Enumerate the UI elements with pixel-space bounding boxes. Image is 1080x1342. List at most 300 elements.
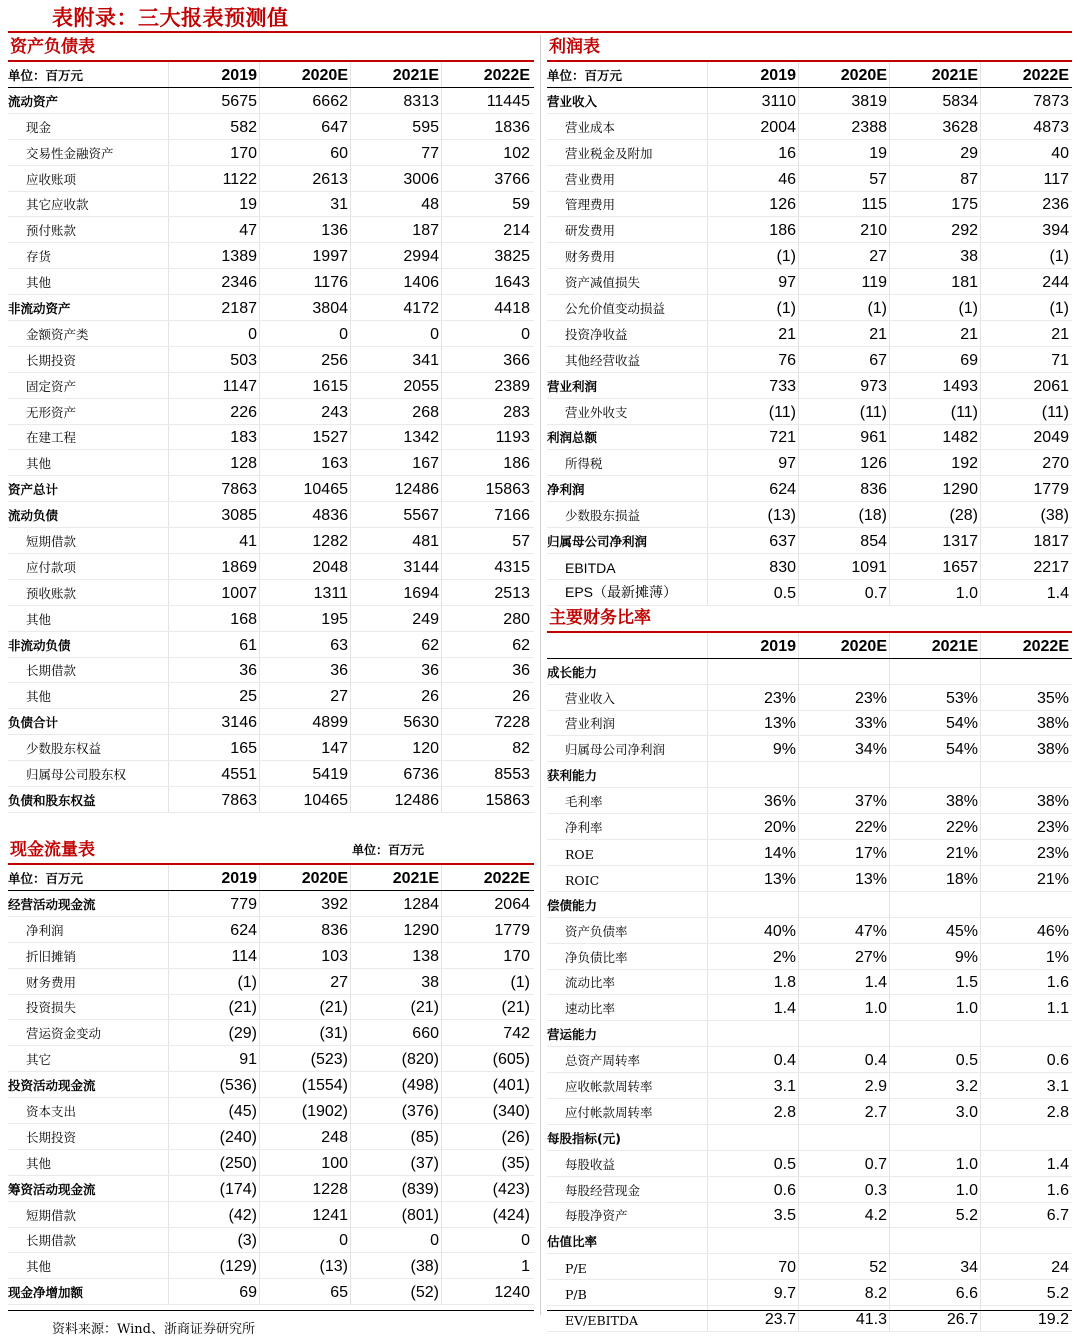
value-cell: (1902)	[259, 1098, 350, 1123]
year-header: 2022E	[980, 62, 1071, 87]
value-cell: 5834	[889, 88, 980, 113]
value-cell: 6.6	[889, 1280, 980, 1305]
table-row	[8, 295, 534, 321]
value-cell: 2389	[441, 373, 532, 398]
value-cell: 21	[889, 321, 980, 346]
value-cell: 77	[350, 140, 441, 165]
value-cell: (1)	[798, 295, 889, 320]
left-panel	[8, 35, 534, 1305]
table-row	[547, 892, 1072, 918]
year-header: 2019	[168, 62, 259, 87]
value-cell: 67	[798, 347, 889, 372]
value-cell: 21%	[980, 866, 1071, 891]
value-cell: 647	[259, 114, 350, 139]
value-cell: 1779	[441, 917, 532, 942]
value-cell: 195	[259, 606, 350, 631]
value-cell: 63	[259, 632, 350, 657]
value-cell: 1007	[168, 580, 259, 605]
value-cell: 13%	[798, 866, 889, 891]
value-cell: (839)	[350, 1176, 441, 1201]
value-cell: 2994	[350, 243, 441, 268]
value-cell: 4551	[168, 761, 259, 786]
value-cell: (31)	[259, 1020, 350, 1045]
value-cell: 82	[441, 735, 532, 760]
value-cell	[980, 659, 1071, 684]
row-label: 长期借款	[26, 1233, 77, 1249]
value-cell: 5630	[350, 709, 441, 734]
table-row	[8, 1098, 534, 1124]
value-cell: (11)	[889, 399, 980, 424]
row-label: 投资损失	[26, 1000, 77, 1016]
table-row	[547, 970, 1072, 996]
value-cell: 1240	[441, 1279, 532, 1304]
value-cell: 243	[259, 399, 350, 424]
table-row	[547, 814, 1072, 840]
value-cell: 0	[168, 321, 259, 346]
table-row	[547, 736, 1072, 762]
table-row	[547, 1151, 1072, 1177]
value-cell: 8313	[350, 88, 441, 113]
value-cell: 1282	[259, 528, 350, 553]
value-cell: 23%	[980, 840, 1071, 865]
row-label: 归属母公司净利润	[547, 534, 648, 550]
row-label: 营业利润	[547, 378, 598, 394]
value-cell: 1228	[259, 1176, 350, 1201]
row-label: 应收账项	[26, 171, 77, 187]
row-label: 流动负债	[8, 508, 59, 524]
value-cell: 100	[259, 1150, 350, 1175]
value-cell: 3804	[259, 295, 350, 320]
value-cell: (21)	[441, 995, 532, 1020]
value-cell: 65	[259, 1279, 350, 1304]
value-cell: 595	[350, 114, 441, 139]
table-row	[547, 711, 1072, 737]
value-cell: 38%	[980, 788, 1071, 813]
row-label: 短期借款	[26, 534, 77, 550]
table-row	[547, 1047, 1072, 1073]
income-statement-title: 利润表	[547, 35, 1072, 62]
value-cell	[707, 1228, 798, 1253]
row-label: 投资净收益	[565, 326, 628, 342]
table-row	[8, 425, 534, 451]
table-row	[547, 659, 1072, 685]
value-cell: 14%	[707, 840, 798, 865]
value-cell: 165	[168, 735, 259, 760]
value-cell: 341	[350, 347, 441, 372]
table-row	[8, 554, 534, 580]
value-cell: (1)	[168, 969, 259, 994]
row-label: 资产减值损失	[565, 275, 641, 291]
value-cell: 5567	[350, 502, 441, 527]
value-cell	[889, 1125, 980, 1150]
table-row	[547, 918, 1072, 944]
value-cell: 115	[798, 192, 889, 217]
table-row	[547, 347, 1072, 373]
value-cell: 1406	[350, 269, 441, 294]
value-cell: 1122	[168, 166, 259, 191]
page-title: 表附录：三大报表预测值	[52, 6, 289, 30]
value-cell: 5.2	[980, 1280, 1071, 1305]
value-cell: 2.8	[980, 1099, 1071, 1124]
value-cell: 175	[889, 192, 980, 217]
value-cell	[798, 1228, 889, 1253]
row-label: 其他	[26, 611, 52, 627]
table-row	[547, 554, 1072, 580]
value-cell: 187	[350, 217, 441, 242]
value-cell: 103	[259, 943, 350, 968]
table-row	[8, 891, 534, 917]
value-cell: 1.8	[707, 970, 798, 995]
value-cell: 1869	[168, 554, 259, 579]
value-cell: 1779	[980, 476, 1071, 501]
value-cell: (3)	[168, 1228, 259, 1253]
value-cell: 6.7	[980, 1203, 1071, 1228]
value-cell: 1284	[350, 891, 441, 916]
value-cell: 167	[350, 450, 441, 475]
value-cell: 53%	[889, 685, 980, 710]
table-row	[8, 399, 534, 425]
balance-sheet-header	[8, 62, 534, 88]
value-cell: 34%	[798, 736, 889, 761]
value-cell: 0.5	[889, 1047, 980, 1072]
value-cell: 23%	[707, 685, 798, 710]
row-label: 营运资金变动	[26, 1026, 102, 1042]
value-cell: 2.7	[798, 1099, 889, 1124]
value-cell: 21	[980, 321, 1071, 346]
value-cell: 1.0	[889, 995, 980, 1020]
row-label: 营业税金及附加	[565, 145, 653, 161]
income-statement-header	[547, 62, 1072, 88]
row-label: 金额资产类	[26, 326, 89, 342]
value-cell: 1493	[889, 373, 980, 398]
table-row	[547, 425, 1072, 451]
value-cell: 1643	[441, 269, 532, 294]
table-row	[8, 269, 534, 295]
value-cell: 87	[889, 166, 980, 191]
row-label: 非流动资产	[8, 301, 71, 317]
table-row	[547, 1125, 1072, 1151]
value-cell: 2055	[350, 373, 441, 398]
left-bottom-rule	[8, 1310, 534, 1311]
table-row	[547, 944, 1072, 970]
value-cell: 38	[350, 969, 441, 994]
value-cell: 7863	[168, 787, 259, 812]
year-header: 2020E	[798, 62, 889, 87]
value-cell: 2.8	[707, 1099, 798, 1124]
value-cell: 624	[707, 476, 798, 501]
value-cell: 25	[168, 683, 259, 708]
row-label: 应付款项	[26, 559, 77, 575]
table-row	[8, 787, 534, 813]
table-row	[547, 476, 1072, 502]
value-cell: 22%	[798, 814, 889, 839]
value-cell: 394	[980, 217, 1071, 242]
table-row	[8, 658, 534, 684]
value-cell: 1.4	[707, 995, 798, 1020]
value-cell: 481	[350, 528, 441, 553]
value-cell: 1836	[441, 114, 532, 139]
value-cell: (523)	[259, 1046, 350, 1071]
value-cell: 16	[707, 140, 798, 165]
value-cell: 226	[168, 399, 259, 424]
value-cell: 33%	[798, 711, 889, 736]
title-rule	[8, 31, 1072, 33]
value-cell: 13%	[707, 866, 798, 891]
value-cell: 62	[350, 632, 441, 657]
value-cell: 91	[168, 1046, 259, 1071]
table-row	[8, 1202, 534, 1228]
row-label: 少数股东损益	[565, 508, 641, 524]
value-cell: 1527	[259, 425, 350, 450]
row-label: 短期借款	[26, 1207, 77, 1223]
value-cell: 0.7	[798, 1151, 889, 1176]
value-cell: 119	[798, 269, 889, 294]
value-cell: 45%	[889, 918, 980, 943]
value-cell: 5419	[259, 761, 350, 786]
table-row	[547, 192, 1072, 218]
value-cell: (45)	[168, 1098, 259, 1123]
row-label: 营业外收支	[565, 404, 628, 420]
row-label: 每股指标(元)	[547, 1130, 621, 1146]
value-cell: 38%	[980, 736, 1071, 761]
value-cell: 1.4	[798, 970, 889, 995]
value-cell: 8553	[441, 761, 532, 786]
value-cell: 1.5	[889, 970, 980, 995]
row-label: 营运能力	[547, 1027, 598, 1043]
year-header: 2022E	[441, 865, 532, 890]
value-cell: 7228	[441, 709, 532, 734]
table-row	[8, 347, 534, 373]
row-label: 投资活动现金流	[8, 1078, 96, 1094]
value-cell	[889, 659, 980, 684]
value-cell: 27%	[798, 944, 889, 969]
value-cell: 2048	[259, 554, 350, 579]
value-cell: 6662	[259, 88, 350, 113]
value-cell	[889, 762, 980, 787]
value-cell: 1193	[441, 425, 532, 450]
value-cell: 0.7	[798, 580, 889, 605]
value-cell	[980, 1125, 1071, 1150]
value-cell: 1317	[889, 528, 980, 553]
value-cell: 1389	[168, 243, 259, 268]
value-cell: 1.4	[980, 580, 1071, 605]
value-cell: (42)	[168, 1202, 259, 1227]
value-cell: (18)	[798, 502, 889, 527]
row-label: 公允价值变动损益	[565, 301, 666, 317]
right-panel	[547, 35, 1072, 1332]
value-cell: 97	[707, 269, 798, 294]
value-cell: 270	[980, 450, 1071, 475]
value-cell: 4836	[259, 502, 350, 527]
table-row	[8, 192, 534, 218]
value-cell: 2613	[259, 166, 350, 191]
value-cell: 126	[707, 192, 798, 217]
value-cell: 1%	[980, 944, 1071, 969]
table-row	[547, 399, 1072, 425]
value-cell: 147	[259, 735, 350, 760]
value-cell: 836	[259, 917, 350, 942]
ratios-header	[547, 633, 1072, 659]
row-label: 总资产周转率	[565, 1053, 641, 1069]
value-cell: 721	[707, 425, 798, 450]
table-row	[547, 295, 1072, 321]
value-cell: 2346	[168, 269, 259, 294]
year-header: 2021E	[350, 62, 441, 87]
value-cell: 26	[441, 683, 532, 708]
value-cell: (21)	[168, 995, 259, 1020]
value-cell: 214	[441, 217, 532, 242]
value-cell	[889, 1228, 980, 1253]
balance-sheet-body	[8, 88, 534, 813]
value-cell: (38)	[350, 1253, 441, 1278]
value-cell: 46	[707, 166, 798, 191]
table-row	[547, 1021, 1072, 1047]
value-cell: 1091	[798, 554, 889, 579]
row-label: 归属母公司净利润	[565, 742, 666, 758]
table-row	[8, 1176, 534, 1202]
value-cell: (129)	[168, 1253, 259, 1278]
table-row	[8, 969, 534, 995]
value-cell: 1.0	[798, 995, 889, 1020]
value-cell: 1.0	[889, 1151, 980, 1176]
value-cell: (13)	[259, 1253, 350, 1278]
value-cell: 19	[168, 192, 259, 217]
row-label: 预收账款	[26, 585, 77, 601]
table-row	[547, 217, 1072, 243]
value-cell: 0.5	[707, 1151, 798, 1176]
value-cell: 779	[168, 891, 259, 916]
cash-flow-header	[8, 865, 534, 891]
value-cell: 280	[441, 606, 532, 631]
value-cell: 1290	[889, 476, 980, 501]
row-label: ROIC	[565, 872, 600, 888]
value-cell: 17%	[798, 840, 889, 865]
value-cell: 54%	[889, 736, 980, 761]
value-cell: 3819	[798, 88, 889, 113]
row-label: 资本支出	[26, 1103, 77, 1119]
value-cell: 2064	[441, 891, 532, 916]
value-cell: (21)	[350, 995, 441, 1020]
value-cell: 36	[350, 658, 441, 683]
value-cell: 7166	[441, 502, 532, 527]
value-cell: 69	[889, 347, 980, 372]
value-cell: 21	[798, 321, 889, 346]
row-label: 营业费用	[565, 171, 616, 187]
value-cell: (52)	[350, 1279, 441, 1304]
value-cell: 210	[798, 217, 889, 242]
value-cell: 12486	[350, 476, 441, 501]
value-cell: 1342	[350, 425, 441, 450]
value-cell: (401)	[441, 1072, 532, 1097]
row-label: 非流动负债	[8, 637, 71, 653]
value-cell: 637	[707, 528, 798, 553]
value-cell: 733	[707, 373, 798, 398]
value-cell: 0	[441, 321, 532, 346]
value-cell: 2513	[441, 580, 532, 605]
year-header: 2022E	[980, 633, 1071, 658]
row-label: 管理费用	[565, 197, 616, 213]
table-row	[547, 762, 1072, 788]
row-label: 所得税	[565, 456, 603, 472]
row-label: 流动资产	[8, 93, 59, 109]
value-cell: 2388	[798, 114, 889, 139]
table-row	[547, 502, 1072, 528]
value-cell: 5675	[168, 88, 259, 113]
value-cell	[889, 892, 980, 917]
value-cell	[980, 762, 1071, 787]
value-cell: 1.6	[980, 1177, 1071, 1202]
value-cell: 836	[798, 476, 889, 501]
value-cell: 114	[168, 943, 259, 968]
value-cell: 660	[350, 1020, 441, 1045]
value-cell: 0	[350, 1228, 441, 1253]
cash-flow-title	[8, 838, 534, 865]
value-cell: 3144	[350, 554, 441, 579]
value-cell: 2%	[707, 944, 798, 969]
row-label: 毛利率	[565, 794, 603, 810]
value-cell: 742	[441, 1020, 532, 1045]
value-cell: 27	[798, 243, 889, 268]
table-row	[547, 114, 1072, 140]
row-label: 财务费用	[26, 974, 77, 990]
value-cell: 3628	[889, 114, 980, 139]
row-label: 其它	[26, 1052, 52, 1068]
table-row	[8, 476, 534, 502]
value-cell: 973	[798, 373, 889, 398]
value-cell: 8.2	[798, 1280, 889, 1305]
year-header: 2020E	[259, 62, 350, 87]
year-header: 2019	[707, 62, 798, 87]
value-cell: 9.7	[707, 1280, 798, 1305]
table-row	[547, 243, 1072, 269]
value-cell: 70	[707, 1254, 798, 1279]
table-row	[547, 866, 1072, 892]
value-cell: 23.7	[707, 1306, 798, 1331]
value-cell	[707, 1125, 798, 1150]
cash-flow-title-text: 现金流量表	[10, 839, 95, 860]
value-cell: 236	[980, 192, 1071, 217]
value-cell: 0	[259, 1228, 350, 1253]
value-cell: (340)	[441, 1098, 532, 1123]
value-cell	[798, 892, 889, 917]
value-cell: (11)	[707, 399, 798, 424]
value-cell: (1)	[707, 243, 798, 268]
value-cell: 2187	[168, 295, 259, 320]
value-cell: 0.6	[707, 1177, 798, 1202]
row-label: 每股收益	[565, 1156, 616, 1172]
value-cell: 10465	[259, 787, 350, 812]
row-label: 偿债能力	[547, 897, 598, 913]
value-cell: 1	[441, 1253, 532, 1278]
row-label: EBITDA	[565, 559, 616, 576]
year-header: 2021E	[889, 633, 980, 658]
table-row	[8, 683, 534, 709]
table-row	[547, 840, 1072, 866]
value-cell: 170	[441, 943, 532, 968]
value-cell: (1)	[980, 295, 1071, 320]
value-cell: 47%	[798, 918, 889, 943]
ratios-title: 主要财务比率	[547, 606, 1072, 633]
balance-sheet-title: 资产负债表	[8, 35, 534, 62]
ratios-body	[547, 659, 1072, 1332]
unit-label-empty	[547, 655, 707, 658]
value-cell: (38)	[980, 502, 1071, 527]
row-label: 净负债比率	[565, 949, 628, 965]
value-cell: 3110	[707, 88, 798, 113]
value-cell: (174)	[168, 1176, 259, 1201]
value-cell: 1817	[980, 528, 1071, 553]
row-label: 在建工程	[26, 430, 77, 446]
